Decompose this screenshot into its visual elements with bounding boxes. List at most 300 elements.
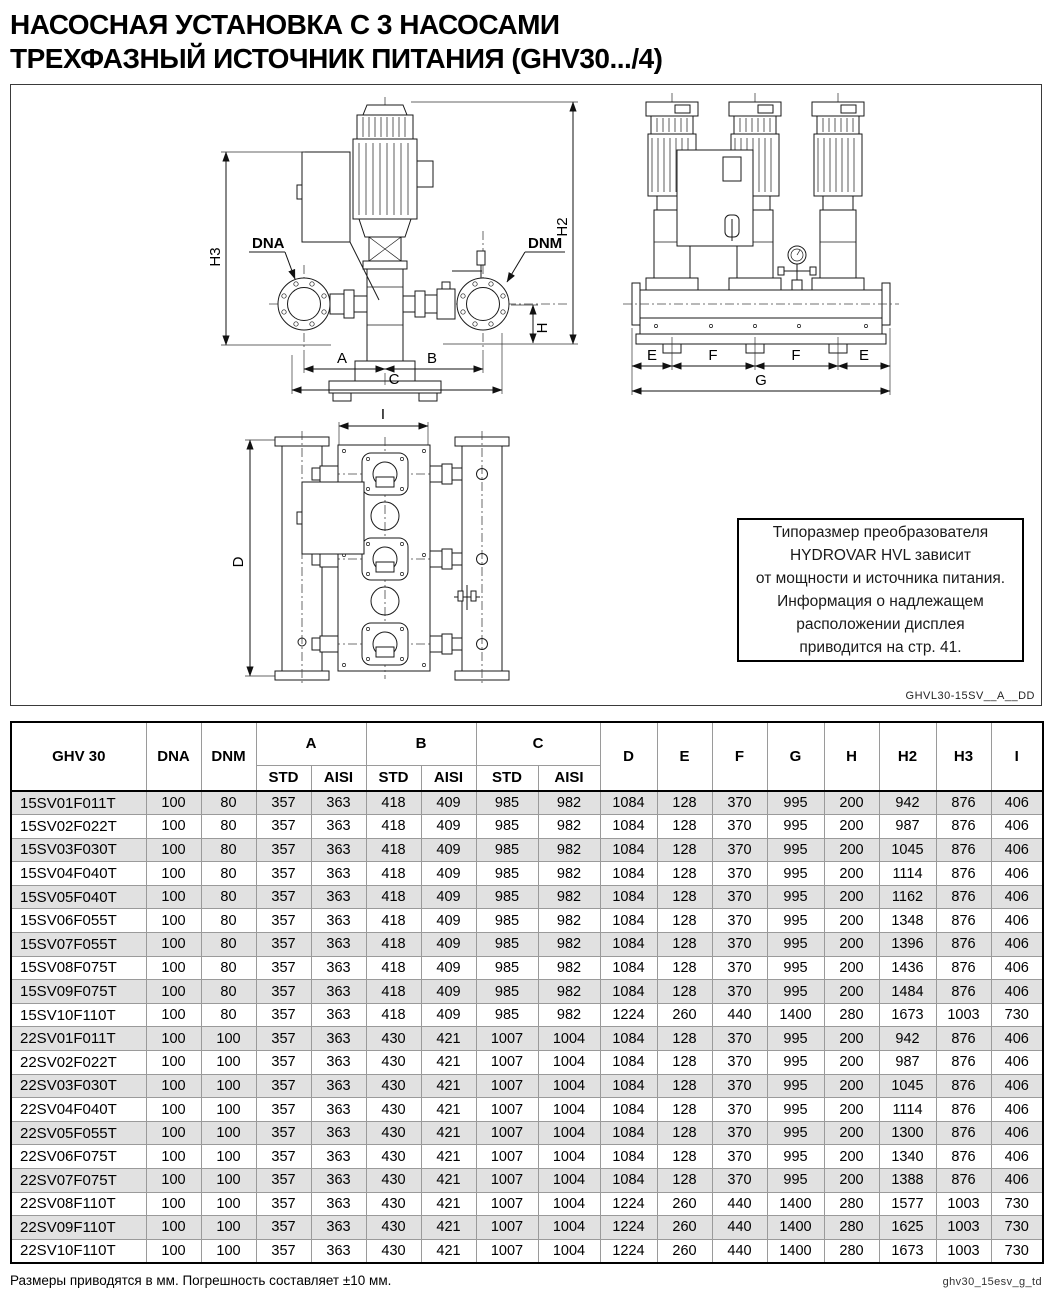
value-cell: 80 (201, 980, 256, 1004)
value-cell: 409 (421, 980, 476, 1004)
value-cell: 876 (936, 1051, 991, 1075)
value-cell: 128 (657, 1169, 712, 1193)
dim-h: H (534, 322, 551, 334)
value-cell: 406 (991, 862, 1043, 886)
value-cell: 200 (824, 885, 879, 909)
value-cell: 1004 (538, 1098, 600, 1122)
dimension-table (10, 721, 1044, 1264)
value-cell: 406 (991, 909, 1043, 933)
value-cell: 80 (201, 909, 256, 933)
value-cell: 1084 (600, 1145, 657, 1169)
model-cell: 22SV10F110T (11, 1239, 146, 1263)
units-note: Размеры приводятся в мм. Погрешность составляет ±10 мм. (10, 1272, 392, 1288)
value-cell: 370 (712, 1145, 767, 1169)
value-cell: 128 (657, 791, 712, 815)
value-cell: 406 (991, 956, 1043, 980)
value-cell: 357 (256, 885, 311, 909)
value-cell: 430 (366, 1192, 421, 1216)
value-cell: 982 (538, 1003, 600, 1027)
value-cell: 1224 (600, 1239, 657, 1263)
value-cell: 1045 (879, 838, 936, 862)
col-e: E (657, 722, 712, 791)
col-group-b: B (366, 722, 476, 765)
value-cell: 260 (657, 1003, 712, 1027)
hydrovar-note-box (737, 518, 1024, 662)
value-cell: 440 (712, 1239, 767, 1263)
value-cell: 128 (657, 1027, 712, 1051)
value-cell: 985 (476, 862, 538, 886)
value-cell: 100 (146, 933, 201, 957)
value-cell: 876 (936, 980, 991, 1004)
value-cell: 1436 (879, 956, 936, 980)
value-cell: 421 (421, 1145, 476, 1169)
value-cell: 363 (311, 1027, 366, 1051)
value-cell: 260 (657, 1216, 712, 1240)
value-cell: 100 (201, 1145, 256, 1169)
value-cell: 1084 (600, 885, 657, 909)
value-cell: 982 (538, 815, 600, 839)
value-cell: 1004 (538, 1169, 600, 1193)
value-cell: 370 (712, 838, 767, 862)
value-cell: 357 (256, 862, 311, 886)
value-cell: 363 (311, 885, 366, 909)
value-cell: 100 (146, 1169, 201, 1193)
table-row (11, 1051, 1043, 1075)
front-view (207, 97, 578, 401)
dim-e-left: E (646, 347, 658, 364)
value-cell: 409 (421, 1003, 476, 1027)
value-cell: 942 (879, 791, 936, 815)
value-cell: 985 (476, 980, 538, 1004)
value-cell: 370 (712, 909, 767, 933)
value-cell: 370 (712, 791, 767, 815)
value-cell: 100 (146, 1239, 201, 1263)
value-cell: 370 (712, 885, 767, 909)
table-row (11, 1169, 1043, 1193)
table-row (11, 980, 1043, 1004)
table-row (11, 1074, 1043, 1098)
value-cell: 370 (712, 1169, 767, 1193)
value-cell: 1084 (600, 791, 657, 815)
value-cell: 1400 (767, 1192, 824, 1216)
value-cell: 200 (824, 1169, 879, 1193)
value-cell: 100 (146, 1192, 201, 1216)
value-cell: 1084 (600, 1074, 657, 1098)
value-cell: 1004 (538, 1145, 600, 1169)
value-cell: 200 (824, 956, 879, 980)
col-a-aisi: AISI (311, 765, 366, 791)
value-cell: 363 (311, 909, 366, 933)
col-g: G (767, 722, 824, 791)
value-cell: 876 (936, 885, 991, 909)
value-cell: 421 (421, 1169, 476, 1193)
note-line: HYDROVAR HVL зависит (789, 547, 971, 564)
value-cell: 280 (824, 1003, 879, 1027)
note-line: Типоразмер преобразователя (772, 524, 989, 541)
value-cell: 200 (824, 838, 879, 862)
model-cell: 15SV10F110T (11, 1003, 146, 1027)
value-cell: 418 (366, 956, 421, 980)
value-cell: 357 (256, 1003, 311, 1027)
model-cell: 15SV08F075T (11, 956, 146, 980)
value-cell: 80 (201, 815, 256, 839)
value-cell: 370 (712, 1074, 767, 1098)
value-cell: 80 (201, 838, 256, 862)
value-cell: 995 (767, 1145, 824, 1169)
value-cell: 418 (366, 909, 421, 933)
value-cell: 406 (991, 1098, 1043, 1122)
value-cell: 1007 (476, 1098, 538, 1122)
model-cell: 22SV03F030T (11, 1074, 146, 1098)
value-cell: 430 (366, 1074, 421, 1098)
model-cell: 15SV01F011T (11, 791, 146, 815)
value-cell: 995 (767, 909, 824, 933)
value-cell: 280 (824, 1239, 879, 1263)
value-cell: 876 (936, 1121, 991, 1145)
value-cell: 100 (146, 1074, 201, 1098)
value-cell: 995 (767, 956, 824, 980)
value-cell: 421 (421, 1074, 476, 1098)
value-cell: 987 (879, 1051, 936, 1075)
value-cell: 430 (366, 1216, 421, 1240)
value-cell: 876 (936, 791, 991, 815)
value-cell: 100 (146, 1051, 201, 1075)
value-cell: 995 (767, 1027, 824, 1051)
value-cell: 995 (767, 1074, 824, 1098)
value-cell: 1084 (600, 862, 657, 886)
value-cell: 1400 (767, 1003, 824, 1027)
table-row (11, 1239, 1043, 1263)
col-model: GHV 30 (11, 722, 146, 791)
value-cell: 1162 (879, 885, 936, 909)
col-d: D (600, 722, 657, 791)
value-cell: 409 (421, 791, 476, 815)
value-cell: 985 (476, 791, 538, 815)
value-cell: 1007 (476, 1216, 538, 1240)
value-cell: 370 (712, 1051, 767, 1075)
model-cell: 22SV09F110T (11, 1216, 146, 1240)
value-cell: 995 (767, 791, 824, 815)
value-cell: 406 (991, 1145, 1043, 1169)
value-cell: 363 (311, 933, 366, 957)
value-cell: 200 (824, 980, 879, 1004)
col-h2: H2 (879, 722, 936, 791)
model-cell: 15SV07F055T (11, 933, 146, 957)
value-cell: 418 (366, 791, 421, 815)
value-cell: 995 (767, 980, 824, 1004)
value-cell: 363 (311, 1121, 366, 1145)
model-cell: 22SV04F040T (11, 1098, 146, 1122)
value-cell: 357 (256, 933, 311, 957)
note-line: от мощности и источника питания. (755, 570, 1006, 587)
value-cell: 440 (712, 1216, 767, 1240)
value-cell: 1084 (600, 1121, 657, 1145)
value-cell: 200 (824, 909, 879, 933)
value-cell: 357 (256, 1145, 311, 1169)
value-cell: 406 (991, 838, 1043, 862)
value-cell: 418 (366, 980, 421, 1004)
value-cell: 370 (712, 1027, 767, 1051)
value-cell: 430 (366, 1239, 421, 1263)
value-cell: 363 (311, 1239, 366, 1263)
value-cell: 406 (991, 1121, 1043, 1145)
table-row (11, 791, 1043, 815)
value-cell: 100 (146, 791, 201, 815)
value-cell: 982 (538, 791, 600, 815)
value-cell: 1400 (767, 1216, 824, 1240)
value-cell: 357 (256, 1239, 311, 1263)
value-cell: 995 (767, 885, 824, 909)
value-cell: 100 (146, 1003, 201, 1027)
value-cell: 987 (879, 815, 936, 839)
model-cell: 22SV07F075T (11, 1169, 146, 1193)
value-cell: 260 (657, 1192, 712, 1216)
value-cell: 100 (201, 1239, 256, 1263)
value-cell: 421 (421, 1216, 476, 1240)
value-cell: 421 (421, 1027, 476, 1051)
value-cell: 406 (991, 885, 1043, 909)
col-dna: DNA (146, 722, 201, 791)
value-cell: 363 (311, 1074, 366, 1098)
value-cell: 409 (421, 956, 476, 980)
model-cell: 15SV04F040T (11, 862, 146, 886)
value-cell: 357 (256, 1051, 311, 1075)
value-cell: 370 (712, 933, 767, 957)
value-cell: 1114 (879, 862, 936, 886)
value-cell: 128 (657, 862, 712, 886)
value-cell: 876 (936, 815, 991, 839)
value-cell: 876 (936, 1169, 991, 1193)
value-cell: 1388 (879, 1169, 936, 1193)
dim-g: G (755, 372, 767, 389)
value-cell: 1084 (600, 838, 657, 862)
value-cell: 128 (657, 956, 712, 980)
value-cell: 1224 (600, 1192, 657, 1216)
dna-label: DNA (252, 235, 285, 252)
value-cell: 430 (366, 1169, 421, 1193)
model-cell: 15SV02F022T (11, 815, 146, 839)
col-group-c: C (476, 722, 600, 765)
value-cell: 430 (366, 1145, 421, 1169)
table-row (11, 1027, 1043, 1051)
value-cell: 128 (657, 1074, 712, 1098)
value-cell: 357 (256, 815, 311, 839)
value-cell: 363 (311, 980, 366, 1004)
table-row (11, 1003, 1043, 1027)
value-cell: 421 (421, 1051, 476, 1075)
value-cell: 1004 (538, 1192, 600, 1216)
value-cell: 363 (311, 1098, 366, 1122)
value-cell: 128 (657, 980, 712, 1004)
value-cell: 1300 (879, 1121, 936, 1145)
value-cell: 100 (146, 980, 201, 1004)
model-cell: 22SV08F110T (11, 1192, 146, 1216)
value-cell: 876 (936, 1027, 991, 1051)
table-row (11, 1121, 1043, 1145)
table-row (11, 956, 1043, 980)
value-cell: 1084 (600, 815, 657, 839)
value-cell: 128 (657, 838, 712, 862)
value-cell: 1084 (600, 1098, 657, 1122)
value-cell: 430 (366, 1027, 421, 1051)
value-cell: 100 (201, 1027, 256, 1051)
value-cell: 1007 (476, 1169, 538, 1193)
value-cell: 982 (538, 838, 600, 862)
value-cell: 418 (366, 1003, 421, 1027)
value-cell: 406 (991, 1074, 1043, 1098)
value-cell: 995 (767, 933, 824, 957)
value-cell: 1114 (879, 1098, 936, 1122)
value-cell: 100 (201, 1074, 256, 1098)
value-cell: 995 (767, 1169, 824, 1193)
value-cell: 200 (824, 933, 879, 957)
table-row (11, 933, 1043, 957)
value-cell: 1003 (936, 1192, 991, 1216)
table-row (11, 909, 1043, 933)
dim-f-left: F (708, 347, 718, 364)
model-cell: 15SV09F075T (11, 980, 146, 1004)
value-cell: 200 (824, 1027, 879, 1051)
value-cell: 406 (991, 980, 1043, 1004)
table-row (11, 1098, 1043, 1122)
value-cell: 363 (311, 1192, 366, 1216)
value-cell: 985 (476, 815, 538, 839)
value-cell: 357 (256, 909, 311, 933)
value-cell: 1004 (538, 1239, 600, 1263)
value-cell: 876 (936, 1074, 991, 1098)
value-cell: 418 (366, 862, 421, 886)
table-header (11, 722, 1043, 791)
value-cell: 128 (657, 1145, 712, 1169)
value-cell: 363 (311, 1051, 366, 1075)
model-cell: 22SV06F075T (11, 1145, 146, 1169)
value-cell: 80 (201, 956, 256, 980)
table-row (11, 838, 1043, 862)
value-cell: 406 (991, 1169, 1043, 1193)
dim-h3: H3 (207, 247, 224, 267)
value-cell: 1084 (600, 1051, 657, 1075)
col-h: H (824, 722, 879, 791)
value-cell: 730 (991, 1239, 1043, 1263)
col-h3: H3 (936, 722, 991, 791)
value-cell: 357 (256, 791, 311, 815)
value-cell: 100 (201, 1216, 256, 1240)
dim-h2: H2 (554, 217, 571, 237)
value-cell: 418 (366, 885, 421, 909)
value-cell: 1673 (879, 1003, 936, 1027)
page-title-line-1: НАСОСНАЯ УСТАНОВКА С 3 НАСОСАМИ (10, 9, 560, 40)
dim-i: I (380, 406, 386, 423)
value-cell: 200 (824, 791, 879, 815)
value-cell: 421 (421, 1239, 476, 1263)
value-cell: 370 (712, 1098, 767, 1122)
value-cell: 100 (146, 862, 201, 886)
value-cell: 280 (824, 1192, 879, 1216)
value-cell: 100 (146, 815, 201, 839)
col-a-std: STD (256, 765, 311, 791)
col-c-aisi: AISI (538, 765, 600, 791)
value-cell: 406 (991, 1027, 1043, 1051)
dnm-label: DNM (528, 235, 563, 252)
value-cell: 1003 (936, 1239, 991, 1263)
value-cell: 357 (256, 1027, 311, 1051)
value-cell: 409 (421, 838, 476, 862)
value-cell: 100 (201, 1051, 256, 1075)
value-cell: 982 (538, 862, 600, 886)
value-cell: 982 (538, 980, 600, 1004)
value-cell: 1003 (936, 1216, 991, 1240)
value-cell: 985 (476, 838, 538, 862)
value-cell: 409 (421, 909, 476, 933)
value-cell: 100 (146, 1145, 201, 1169)
value-cell: 128 (657, 885, 712, 909)
value-cell: 357 (256, 838, 311, 862)
value-cell: 942 (879, 1027, 936, 1051)
value-cell: 363 (311, 1216, 366, 1240)
value-cell: 982 (538, 885, 600, 909)
col-b-aisi: AISI (421, 765, 476, 791)
dim-c: C (388, 371, 400, 388)
value-cell: 128 (657, 1121, 712, 1145)
value-cell: 363 (311, 791, 366, 815)
value-cell: 876 (936, 1098, 991, 1122)
value-cell: 421 (421, 1098, 476, 1122)
table-row (11, 1216, 1043, 1240)
value-cell: 357 (256, 980, 311, 1004)
value-cell: 440 (712, 1003, 767, 1027)
value-cell: 1007 (476, 1027, 538, 1051)
table-row (11, 862, 1043, 886)
value-cell: 430 (366, 1051, 421, 1075)
value-cell: 100 (146, 838, 201, 862)
value-cell: 370 (712, 862, 767, 886)
value-cell: 730 (991, 1216, 1043, 1240)
value-cell: 1007 (476, 1145, 538, 1169)
model-cell: 22SV05F055T (11, 1121, 146, 1145)
value-cell: 1400 (767, 1239, 824, 1263)
value-cell: 100 (146, 1216, 201, 1240)
note-line: расположении дисплея (796, 616, 965, 633)
value-cell: 876 (936, 956, 991, 980)
value-cell: 1004 (538, 1051, 600, 1075)
value-cell: 128 (657, 1051, 712, 1075)
value-cell: 128 (657, 815, 712, 839)
value-cell: 1577 (879, 1192, 936, 1216)
value-cell: 1007 (476, 1192, 538, 1216)
value-cell: 409 (421, 862, 476, 886)
value-cell: 100 (146, 1098, 201, 1122)
value-cell: 440 (712, 1192, 767, 1216)
dim-e-right: E (858, 347, 870, 364)
col-b-std: STD (366, 765, 421, 791)
value-cell: 995 (767, 1121, 824, 1145)
value-cell: 995 (767, 815, 824, 839)
col-f: F (712, 722, 767, 791)
value-cell: 995 (767, 838, 824, 862)
value-cell: 370 (712, 956, 767, 980)
value-cell: 730 (991, 1003, 1043, 1027)
value-cell: 80 (201, 885, 256, 909)
value-cell: 1045 (879, 1074, 936, 1098)
value-cell: 1348 (879, 909, 936, 933)
value-cell: 1084 (600, 909, 657, 933)
value-cell: 357 (256, 1121, 311, 1145)
value-cell: 876 (936, 909, 991, 933)
col-i: I (991, 722, 1043, 791)
value-cell: 1004 (538, 1074, 600, 1098)
value-cell: 876 (936, 862, 991, 886)
value-cell: 1007 (476, 1121, 538, 1145)
